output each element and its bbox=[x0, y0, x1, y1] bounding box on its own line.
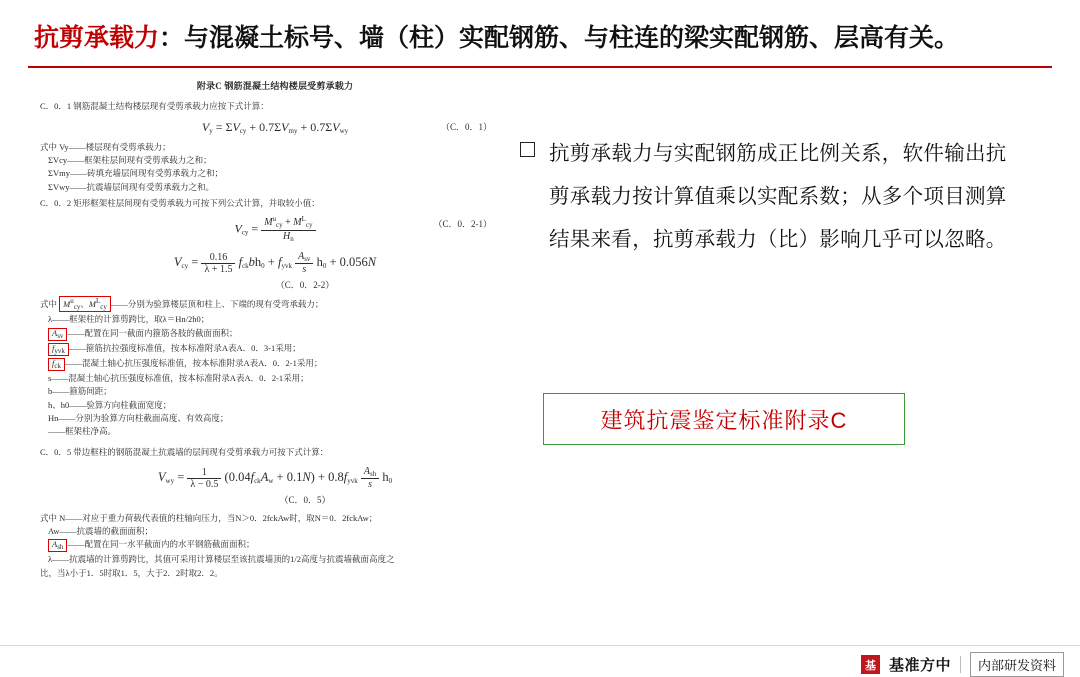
bullet-text: 抗剪承载力与实配钢筋成正比例关系，软件输出抗剪承载力按计算值乘以实配系数；从多个项目测算结果来看，抗剪承载力（比）影响几乎可以忽略。 bbox=[549, 142, 1007, 251]
note-line: $A_{sv}$ ——配置在同一截面内箍筋各肢的截面面积； bbox=[40, 327, 510, 341]
note-line: b——箍筋间距； bbox=[48, 386, 112, 397]
footer bbox=[861, 652, 1064, 677]
title-divider bbox=[28, 66, 1052, 68]
formula-c02-2-tag: （C．0．2-2） bbox=[275, 280, 335, 291]
notes-c02 bbox=[40, 296, 510, 437]
formula-c02-2: $V_{cy}$ = $\frac{0.16}{\lambda + 1.5}$ $f_{ck}bh_0 + f_{yvk}$ $\frac{A_{sv}}{s}$ $h_0 + 0.056N$ bbox=[173, 250, 377, 276]
confidentiality-badge: 内部研发资料 bbox=[970, 652, 1064, 677]
page-title-rest: ：与混凝土标号、墙（柱）实配钢筋、与柱连的梁实配钢筋、层高有关。 bbox=[159, 24, 960, 52]
formula-c02-1-tag: （C．0．2-1） bbox=[433, 219, 492, 230]
note-line: Hn——分别为验算方向柱截面高度、有效高度； bbox=[48, 412, 229, 423]
formula-c01-tag: （C．0．1） bbox=[440, 122, 492, 133]
note-line: 式中 N——对应于重力荷载代表值的柱轴向压力，当N＞0．2fckAw时，取N＝0．2fckAw； bbox=[40, 512, 378, 523]
highlight-box-asv: $A_{sv}$ bbox=[48, 328, 67, 341]
highlight-box-m: $M^u_{cy}$、$M^L_{cy}$ bbox=[59, 296, 111, 312]
page-title-highlight: 抗剪承载力 bbox=[34, 24, 160, 52]
document-title: 附录C 钢筋混凝土结构楼层受剪承载力 bbox=[196, 81, 354, 91]
note-line: ——框架柱净高。 bbox=[48, 426, 117, 437]
notes-c01 bbox=[40, 141, 510, 193]
square-bullet-icon bbox=[520, 142, 535, 157]
formula-c02-1: $V_{cy}$ = $\frac{M^u_{cy} + M^L_{cy}}{H_n}$ （C．0．2-1） bbox=[234, 215, 492, 243]
document-scan bbox=[40, 80, 510, 640]
section-head-c01: C．0．1 钢筋混凝土结构楼层现有受剪承载力应按下式计算： bbox=[40, 101, 269, 112]
bullet-list bbox=[520, 132, 1040, 261]
formula-c01: $V_y = \Sigma V_{cy} + 0.7\Sigma V_{my} + 0.7\Sigma V_{wy}$ （C．0．1） bbox=[201, 120, 492, 136]
note-line: 比，当λ小于1．5时取1．5，大于2．2时取2．2。 bbox=[40, 567, 223, 578]
list-item bbox=[520, 132, 1040, 261]
note-line: $A_{sh}$ ——配置在同一水平截面内的水平钢筋截面面积； bbox=[40, 538, 510, 552]
footer-divider bbox=[0, 645, 1080, 646]
note-line: 式中 Vy——楼层现有受剪承载力； bbox=[40, 141, 171, 152]
note-line: λ——框架柱的计算剪跨比，取λ＝Hn/2h0； bbox=[48, 314, 210, 325]
section-head-c02: C．0．2 矩形框架柱层间现有受剪承载力可按下列公式计算，并取较小值： bbox=[40, 198, 320, 208]
formula-c05-tag: （C．0．5） bbox=[279, 495, 331, 506]
highlight-box-fck: $f_{ck}$ bbox=[48, 358, 65, 371]
note-line: $f_{yvk}$ ——箍筋抗拉强度标准值，按本标准附录A表A．0．3-1采用； bbox=[40, 342, 510, 356]
callout-box bbox=[543, 393, 905, 445]
note-line: h、h0——验算方向柱截面宽度； bbox=[48, 399, 172, 410]
highlight-box-ash: $A_{sh}$ bbox=[48, 539, 67, 552]
note-line: ΣVcy——框架柱层间现有受剪承载力之和； bbox=[48, 155, 212, 166]
highlight-box-fyvk: $f_{yvk}$ bbox=[48, 343, 69, 356]
callout-label: 建筑抗震鉴定标准附录C bbox=[600, 407, 848, 433]
note-line: $f_{ck}$ ——混凝土轴心抗压强度标准值，按本标准附录A表A．0．2-1采用； bbox=[40, 357, 510, 371]
note-line: λ——抗震墙的计算剪跨比，其值可采用计算楼层至该抗震墙顶的1/2高度与抗震墙截面高度之 bbox=[48, 554, 395, 565]
notes-c05 bbox=[40, 512, 510, 579]
note-line: s——混凝土轴心抗压强度标准值，按本标准附录A表A．0．2-1采用； bbox=[48, 372, 309, 383]
note-line-boxed: 式中 $M^u_{cy}$、$M^L_{cy}$ ——分别为验算楼层顶和柱上、下端的现有受弯承载力； bbox=[40, 297, 324, 312]
note-line: ΣVwy——抗震墙层间现有受剪承载力之和。 bbox=[48, 181, 214, 192]
footer-separator bbox=[960, 656, 961, 673]
section-head-c05: C．0．5 带边框柱的钢筋混凝土抗震墙的层间现有受剪承载力可按下式计算： bbox=[40, 447, 329, 458]
note-line: ΣVmy——砖填充墙层间现有受剪承载力之和； bbox=[48, 168, 223, 179]
brand-logo-icon: 基 bbox=[861, 655, 880, 674]
page-title bbox=[34, 22, 1046, 54]
note-line: Aw——抗震墙的截面面积； bbox=[48, 525, 153, 536]
brand-name: 基准方中 bbox=[888, 657, 951, 674]
formula-c05: $V_{wy}$ = $\frac{1}{\lambda - 0.5}$ $(0.04f_{ck}A_w + 0.1N) + 0.8f_{yvk}$ $\frac{A_{sh}}{s}$ $h_0$ bbox=[157, 465, 393, 491]
